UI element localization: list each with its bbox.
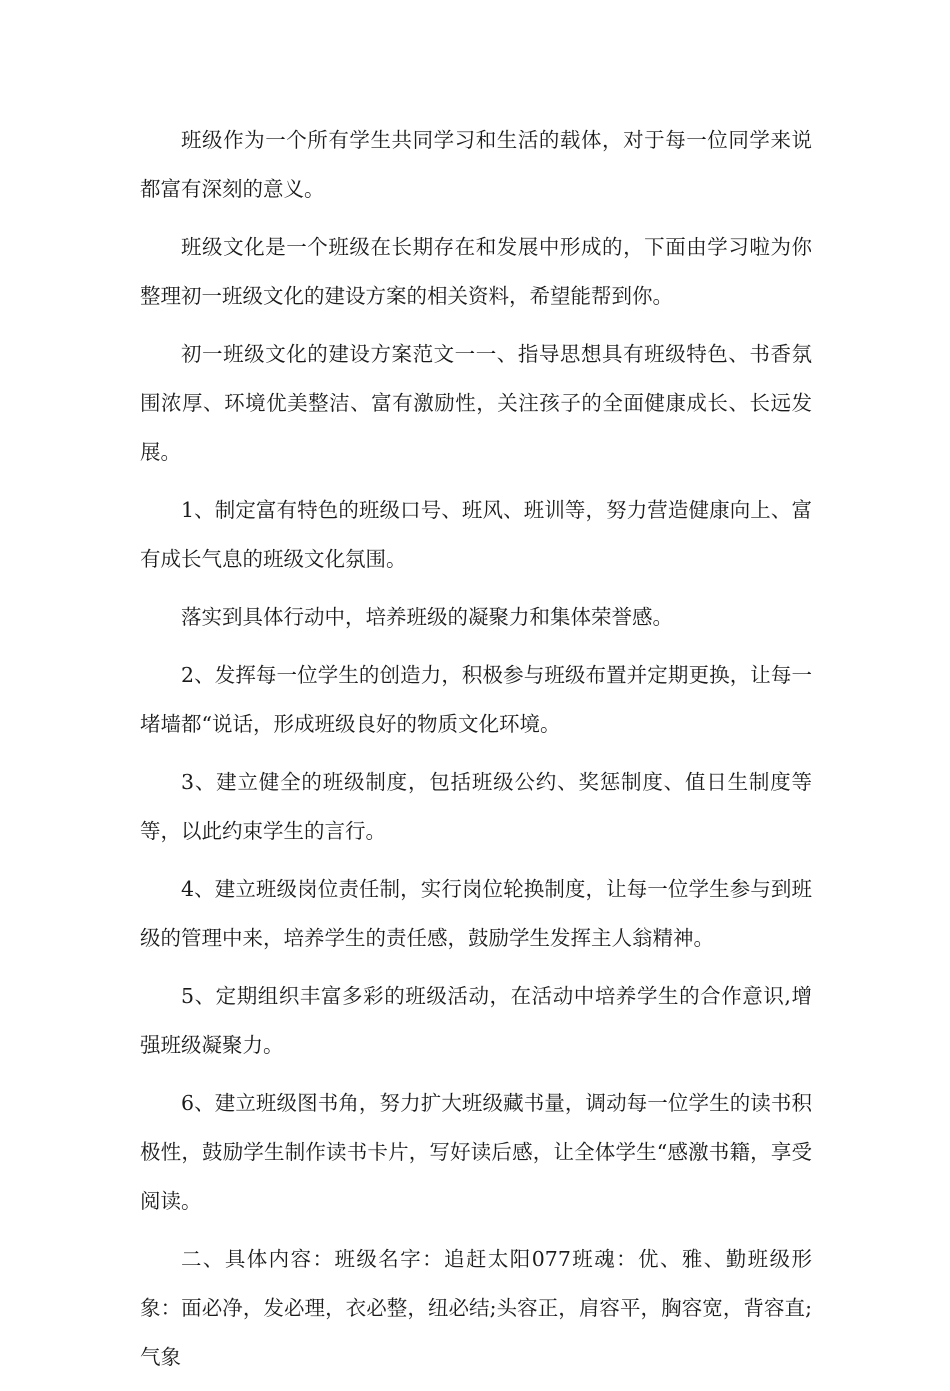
paragraph: 5、定期组织丰富多彩的班级活动，在活动中培养学生的合作意识,增强班级凝聚力。 (140, 984, 812, 1057)
document-body (140, 116, 812, 1391)
paragraph: 3、建立健全的班级制度，包括班级公约、奖惩制度、值日生制度等等，以此约束学生的言行。 (140, 770, 812, 843)
paragraph: 班级作为一个所有学生共同学习和生活的载体，对于每一位同学来说都富有深刻的意义。 (140, 128, 812, 201)
paragraph: 6、建立班级图书角，努力扩大班级藏书量，调动每一位学生的读书积极性，鼓励学生制作读书卡片，写好读后感，让全体学生“感激书籍，享受阅读。 (140, 1091, 812, 1213)
paragraph: 4、建立班级岗位责任制，实行岗位轮换制度，让每一位学生参与到班级的管理中来，培养学生的责任感，鼓励学生发挥主人翁精神。 (140, 877, 812, 950)
paragraph: 初一班级文化的建设方案范文一一、指导思想具有班级特色、书香氛围浓厚、环境优美整洁、富有激励性，关注孩子的全面健康成长、长远发展。 (140, 342, 812, 464)
paragraph: 落实到具体行动中，培养班级的凝聚力和集体荣誉感。 (181, 605, 673, 629)
paragraph: 二、具体内容：班级名字：追赶太阳077班魂：优、雅、勤班级形象：面必净，发必理，衣必整，纽必结;头容正，肩容平，胸容宽，背容直;气象 (140, 1247, 812, 1369)
paragraph: 班级文化是一个班级在长期存在和发展中形成的，下面由学习啦为你整理初一班级文化的建设方案的相关资料，希望能帮到你。 (140, 235, 812, 308)
paragraph: 2、发挥每一位学生的创造力，积极参与班级布置并定期更换，让每一堵墙都“说话，形成班级良好的物质文化环境。 (140, 663, 812, 736)
paragraph: 1、制定富有特色的班级口号、班风、班训等，努力营造健康向上、富有成长气息的班级文化氛围。 (140, 498, 812, 571)
